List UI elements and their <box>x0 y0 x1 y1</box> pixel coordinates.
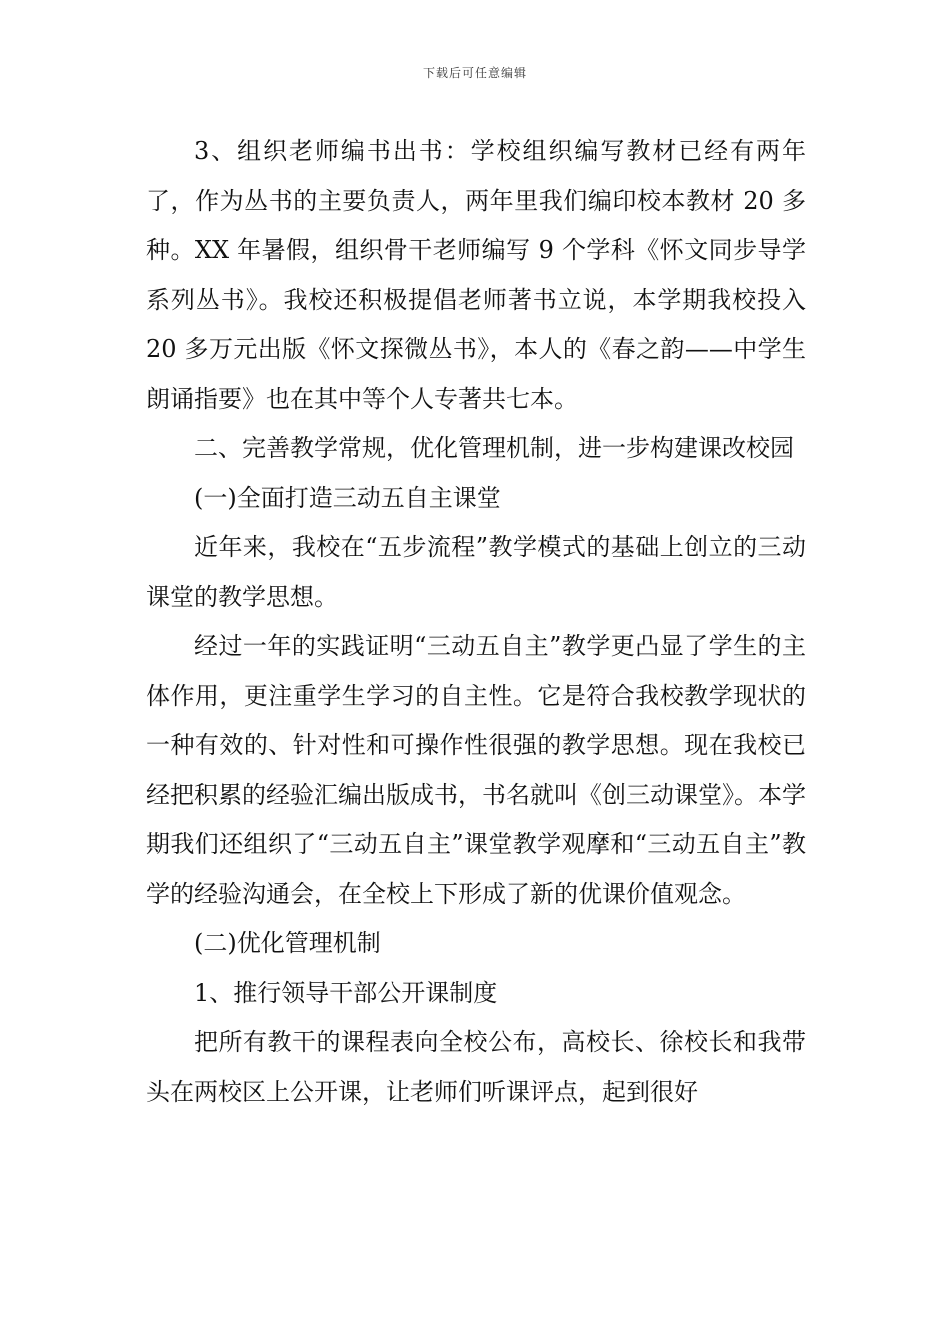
item-open-class-system: 1、推行领导干部公开课制度 <box>194 978 498 1007</box>
paragraph-practice-results: 经过一年的实践证明“三动五自主”教学更凸显了学生的主体作用，更注重学生学习的自主性。它是符合我校教学现状的一种有效的、针对性和可操作性很强的教学思想。现在我校已经把积累的经验汇编出版成书，书名就叫《创三动课堂》。本学期我们还组织了“三动五自主”课堂教学观摩和“三动五自主”教学的经验沟通会，在全校上下形成了新的优课价值观念。 <box>146 632 806 908</box>
paragraph-recent-years: 近年来，我校在“五步流程”教学模式的基础上创立的三动课堂的教学思想。 <box>146 533 806 611</box>
page-header-note: 下载后可任意编辑 <box>422 66 527 80</box>
paragraph-schedule-public: 把所有教干的课程表向全校公布，高校长、徐校长和我带头在两校区上公开课，让老师们听课评点，起到很好 <box>146 1028 806 1106</box>
document-body <box>146 127 806 1117</box>
subheading-three-motion-classroom: (一)全面打造三动五自主课堂 <box>194 483 501 512</box>
paragraph-textbook-compilation: 3、组织老师编书出书：学校组织编写教材已经有两年了，作为丛书的主要负责人，两年里我们编印校本教材 20 多种。XX 年暑假，组织骨干老师编写 9 个学科《怀文同步导学系列丛书》。我校还积极提倡老师著书立说，本学期我校投入 20 多万元出版《怀文探微丛书》，本人的《春之韵——中学生朗诵指要》也在其中等个人专著共七本。 <box>146 137 806 413</box>
subheading-optimize-management: (二)优化管理机制 <box>194 929 381 957</box>
section-heading-teaching-routine: 二、完善教学常规，优化管理机制，进一步构建课改校园 <box>194 434 794 462</box>
